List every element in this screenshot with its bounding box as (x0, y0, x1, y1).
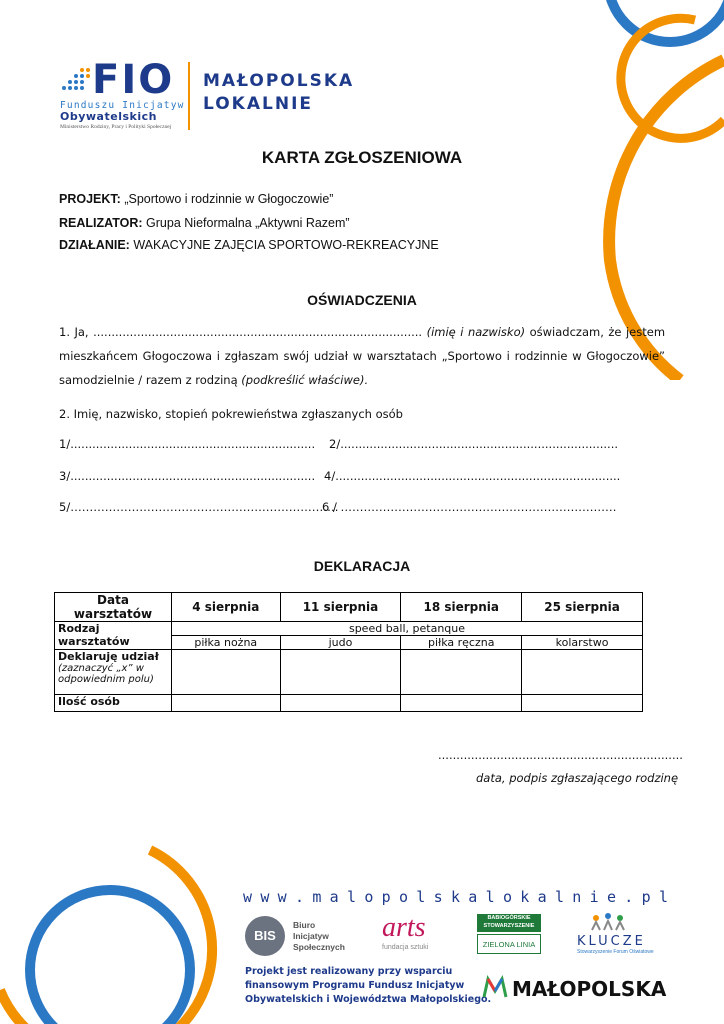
person-line-3[interactable]: 3/................................................................... (59, 469, 316, 483)
malopolska-logo: MAŁOPOLSKA (512, 977, 667, 1001)
declare-row (55, 650, 643, 695)
person-line-6[interactable]: 6 / ……………………………………………………………… (322, 500, 617, 514)
declare-cell-2[interactable] (280, 650, 401, 695)
count-label: Ilość osób (55, 695, 172, 712)
para1-italic-name: (imię i nazwisko) (426, 325, 526, 339)
declaration-paragraph-2: 2. Imię, nazwisko, stopień pokrewieństwa zgłaszanych osób (59, 407, 403, 421)
person-line-2[interactable]: 2/............................................................................ (329, 437, 619, 451)
deklaracja-heading: DEKLARACJA (313, 558, 411, 574)
declare-cell-3[interactable] (401, 650, 522, 695)
fio-dots-icon (60, 62, 90, 92)
zielona-linia-logo: ZIELONA LINIA (477, 934, 541, 954)
activity-4: kolarstwo (522, 636, 643, 650)
count-cell-1[interactable] (172, 695, 281, 712)
funding-line-2: finansowym Programu Fundusz Inicjatyw (245, 980, 465, 991)
workshop-type-label: Rodzaj warsztatów (55, 622, 172, 650)
count-row (55, 695, 643, 712)
person-line-5[interactable]: 5/……………………………………………………………. (59, 500, 339, 514)
bis-name: Biuro Inicjatyw Społecznych (293, 920, 345, 952)
header-col-3: 18 sierpnia (401, 593, 522, 622)
program-line2: LOKALNIE (203, 94, 314, 114)
workshop-type-common: speed ball, petanque (172, 622, 643, 636)
header-date: Data warsztatów (55, 593, 172, 622)
fio-line1: Funduszu Inicjatyw (60, 100, 185, 111)
klucze-logo: KLUCZE (577, 934, 646, 949)
count-cell-2[interactable] (280, 695, 401, 712)
website-link[interactable]: www.malopolskalokalnie.pl (243, 888, 677, 906)
funding-text (245, 965, 491, 1007)
logo-divider (188, 62, 190, 130)
arts-logo: arts (382, 912, 426, 943)
babiogorskie-logo: BABIOGÓRSKIE STOWARZYSZENIE (477, 914, 541, 932)
arts-sub: fundacja sztuki (382, 944, 429, 951)
declare-label: Deklaruję udział (58, 650, 159, 663)
declare-note: (zaznaczyć „x” w odpowiednim polu) (58, 663, 154, 685)
project-label: PROJEKT: (59, 192, 121, 206)
header-col-4: 25 sierpnia (522, 593, 643, 622)
activity-3: piłka ręczna (401, 636, 522, 650)
klucze-figures-icon (590, 912, 630, 932)
activity-2: judo (280, 636, 401, 650)
klucze-sub: Stowarzyszenie Forum Oświatowe (577, 949, 654, 955)
program-line1: MAŁOPOLSKA (203, 71, 355, 91)
count-cell-4[interactable] (522, 695, 643, 712)
funding-line-3: Obywatelskich i Województwa Małopolskiego. (245, 994, 492, 1005)
person-line-1[interactable]: 1/................................................................... (59, 437, 316, 451)
fio-abbr: FIO (92, 57, 175, 103)
declare-cell-1[interactable] (172, 650, 281, 695)
bis-logo-icon: BIS (245, 916, 285, 956)
malopolska-m-icon (482, 975, 508, 999)
signature-line[interactable]: ................................................................... (438, 748, 683, 762)
declaration-table (54, 592, 643, 712)
declare-label-cell (55, 650, 172, 695)
declaration-paragraph-1 (59, 320, 665, 392)
activity-1: piłka nożna (172, 636, 281, 650)
realizer-line (59, 216, 350, 230)
header-col-2: 11 sierpnia (280, 593, 401, 622)
declare-cell-4[interactable] (522, 650, 643, 695)
person-line-4[interactable]: 4/.............................................................................. (324, 469, 621, 483)
action-line (59, 238, 439, 252)
funding-line-1: Projekt jest realizowany przy wsparciu (245, 966, 453, 977)
signature-caption: data, podpis zgłaszającego rodzinę (476, 771, 679, 785)
declarations-heading: OŚWIADCZENIA (307, 292, 417, 308)
header-col-1: 4 sierpnia (172, 593, 281, 622)
project-line (59, 192, 333, 206)
partner-logos (245, 912, 665, 960)
table-header-row (55, 593, 643, 622)
action-label: DZIAŁANIE: (59, 238, 130, 252)
realizer-label: REALIZATOR: (59, 216, 143, 230)
realizer-value: Grupa Nieformalna „Aktywni Razem” (146, 216, 350, 230)
para1-italic-underline: (podkreślić właściwe). (241, 373, 369, 387)
fio-ministry: Ministerstwo Rodziny, Pracy i Polityki Społecznej (60, 124, 172, 130)
fio-logo (60, 57, 370, 136)
workshop-type-row (55, 622, 643, 636)
para1-start: 1. Ja, .......................................................................................... (59, 325, 423, 339)
fio-line2: Obywatelskich (60, 110, 157, 123)
page-title: KARTA ZGŁOSZENIOWA (261, 148, 463, 167)
para1-mid: oświadczam, że jestem mieszkańcem Głogoczowa i zgłaszam swój udział w warsztatach „Sportowo i rodzinnie w Głogoczowie” samodzielnie / razem z rodziną (59, 325, 666, 387)
count-cell-3[interactable] (401, 695, 522, 712)
project-value: „Sportowo i rodzinnie w Głogoczowie” (124, 192, 334, 206)
action-value: WAKACYJNE ZAJĘCIA SPORTOWO-REKREACYJNE (133, 238, 439, 252)
decorative-rings-bottom (0, 840, 240, 1024)
